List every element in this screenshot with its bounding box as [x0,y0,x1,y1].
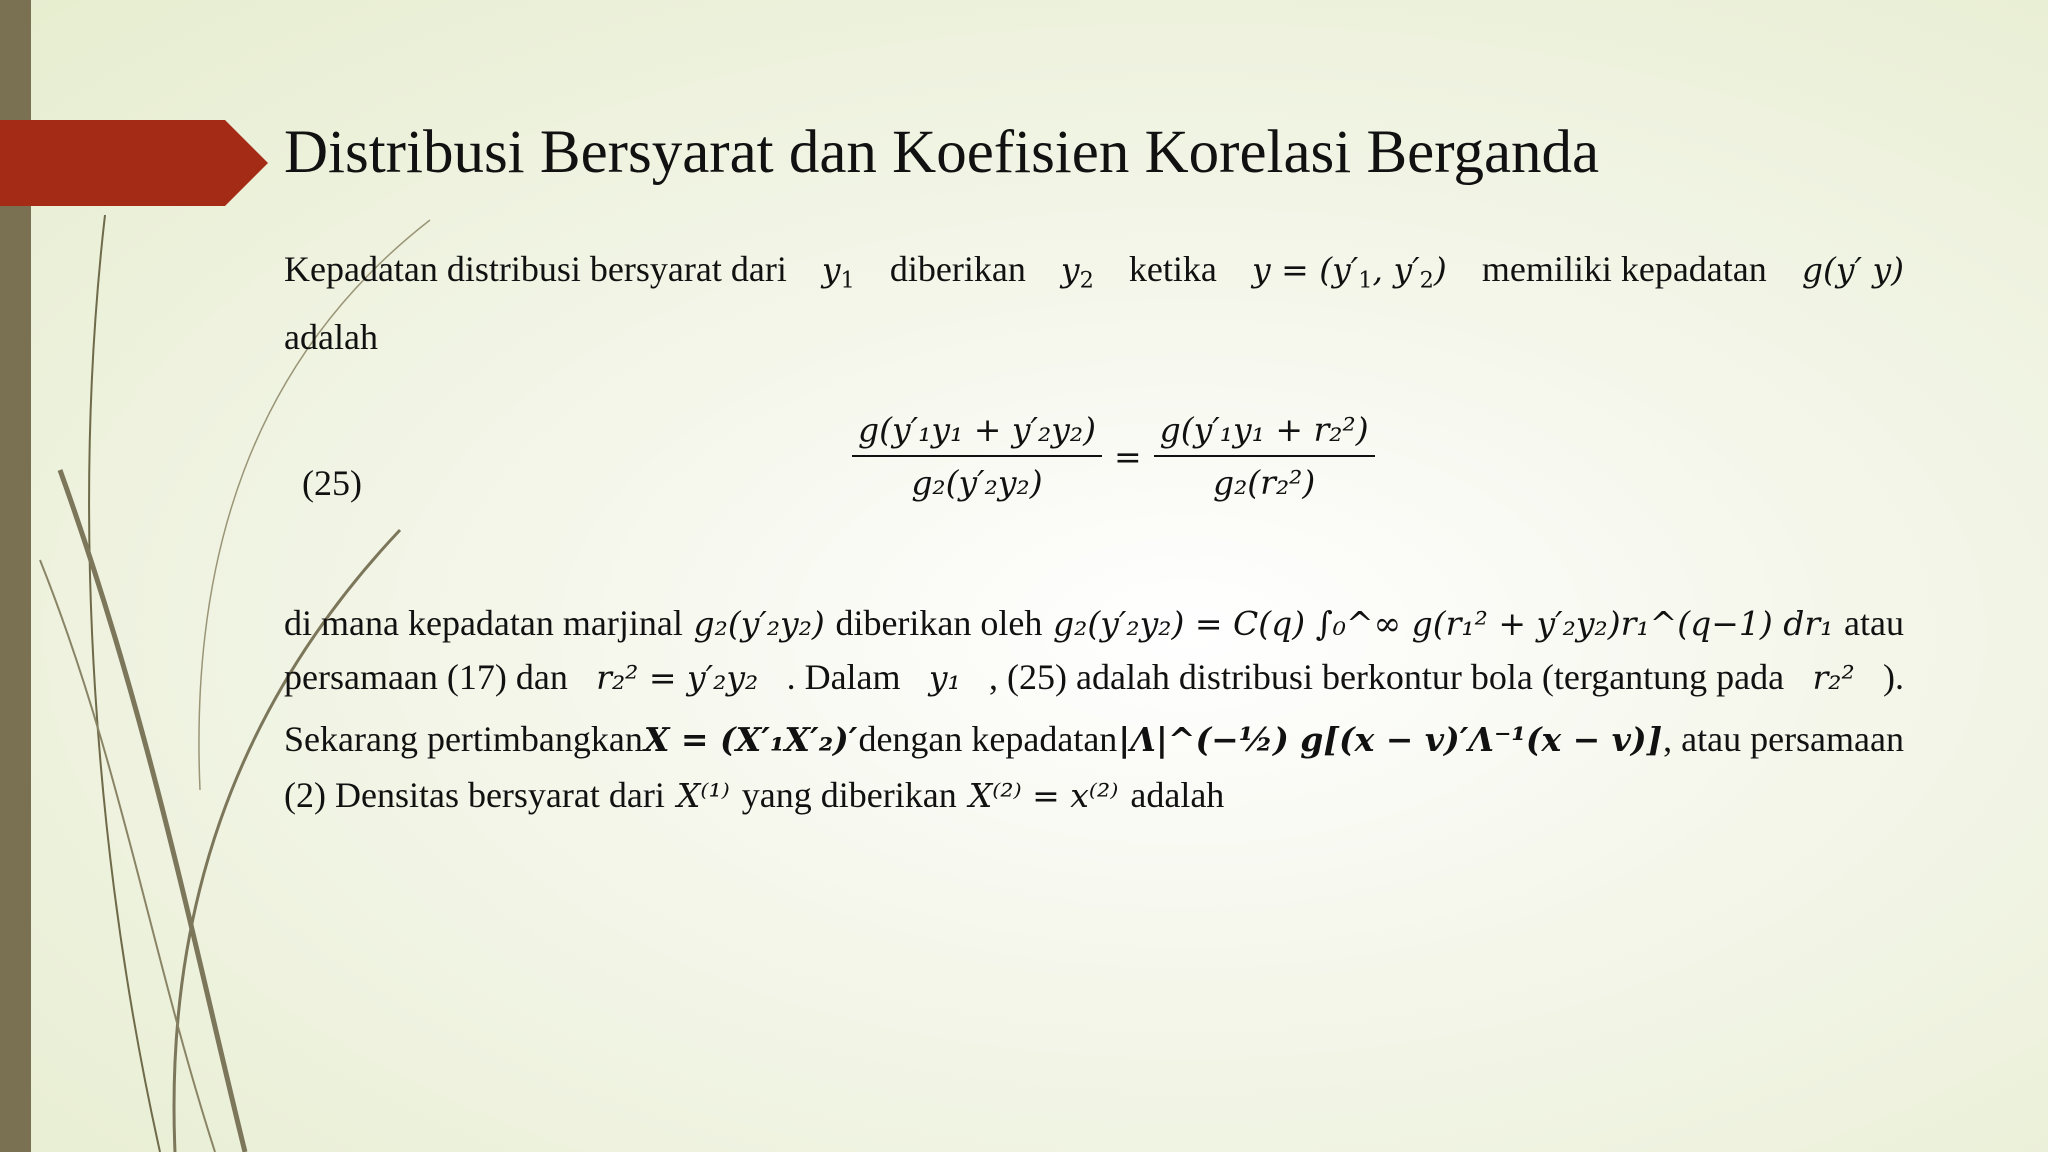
para2-l3-text-a: Sekarang pertimbangkan [284,719,643,759]
para1-text-4: memiliki kepadatan [1481,249,1767,289]
para2-l1-math-1: g₂(y′₂y₂) [693,604,825,643]
equation-number: (25) [302,463,362,503]
para2-l1-text-c: atau [1844,603,1904,643]
para1-math-y2: $y_2$ [1060,250,1094,294]
para2-l4-text-b: yang diberikan [741,775,957,815]
paragraph-1-line-1 [284,248,1904,293]
rhs-denominator: g₂(r₂²) [1212,463,1316,502]
rhs-numerator: g(y′₁y₁ + r₂²) [1154,410,1375,457]
para1-text-1: Kepadatan distribusi bersyarat dari [284,249,787,289]
para2-l3-math-1: X = (X′₁X′₂)′ [643,720,858,759]
paragraph-2-line-2 [284,656,1904,698]
para2-l2-math-1: r₂² = y′₂y₂ [596,658,759,697]
para2-l2-text-c: , (25) adalah distribusi berkontur bola (tergantung pada [989,657,1785,697]
para2-l3-math-2: |Λ|^(−½) g[(x − v)′Λ⁻¹(x − v)] [1118,720,1663,759]
para2-l2-text-d: ). [1882,657,1904,697]
slide-title: Distribusi Bersyarat dan Koefisien Korelasi Berganda [284,119,1600,186]
para2-l4-text-c: adalah [1130,775,1225,815]
para2-l3-text-b: dengan kepadatan [858,719,1118,759]
para2-l2-text-b: . Dalam [786,657,901,697]
para2-l1-math-2: g₂(y′₂y₂) = C(q) ∫₀^∞ g(r₁² + y′₂y₂)r₁^(q−1) dr₁ [1053,604,1834,643]
title-arrow-shape [0,0,270,215]
equals-sign: = [1113,436,1142,476]
paragraph-1-line-2: adalah [284,317,378,357]
para2-l3-text-c: , atau persamaan [1663,719,1904,759]
para1-math-g: g(y′ y) [1801,250,1904,289]
para2-l4-text-a: (2) Densitas bersyarat dari [284,775,665,815]
rhs-fraction [1154,410,1375,502]
paragraph-2-line-3 [284,718,1904,760]
para2-l2-text-a: persamaan (17) dan [284,657,568,697]
paragraph-2-line-1 [284,602,1904,644]
para1-text-3: ketika [1128,249,1217,289]
para1-text-2: diberikan [889,249,1026,289]
para2-l4-math-2: X⁽²⁾ = x⁽²⁾ [968,776,1119,815]
equation-25 [852,410,1375,502]
para1-math-y-vector: $y = (y'_1$, $y'_2$) [1251,250,1447,294]
para2-l1-text-a: di mana kepadatan marjinal [284,603,683,643]
para2-l1-text-b: diberikan oleh [835,603,1043,643]
paragraph-2-line-4 [284,774,1224,816]
para1-math-y1: $y_1$ [821,250,855,294]
lhs-fraction [852,410,1102,502]
para2-l2-math-2: y₁ [928,658,961,697]
lhs-numerator: g(y′₁y₁ + y′₂y₂) [852,410,1102,457]
lhs-denominator: g₂(y′₂y₂) [911,463,1043,502]
para2-l2-math-3: r₂² [1812,658,1855,697]
para2-l4-math-1: X⁽¹⁾ [676,776,730,815]
